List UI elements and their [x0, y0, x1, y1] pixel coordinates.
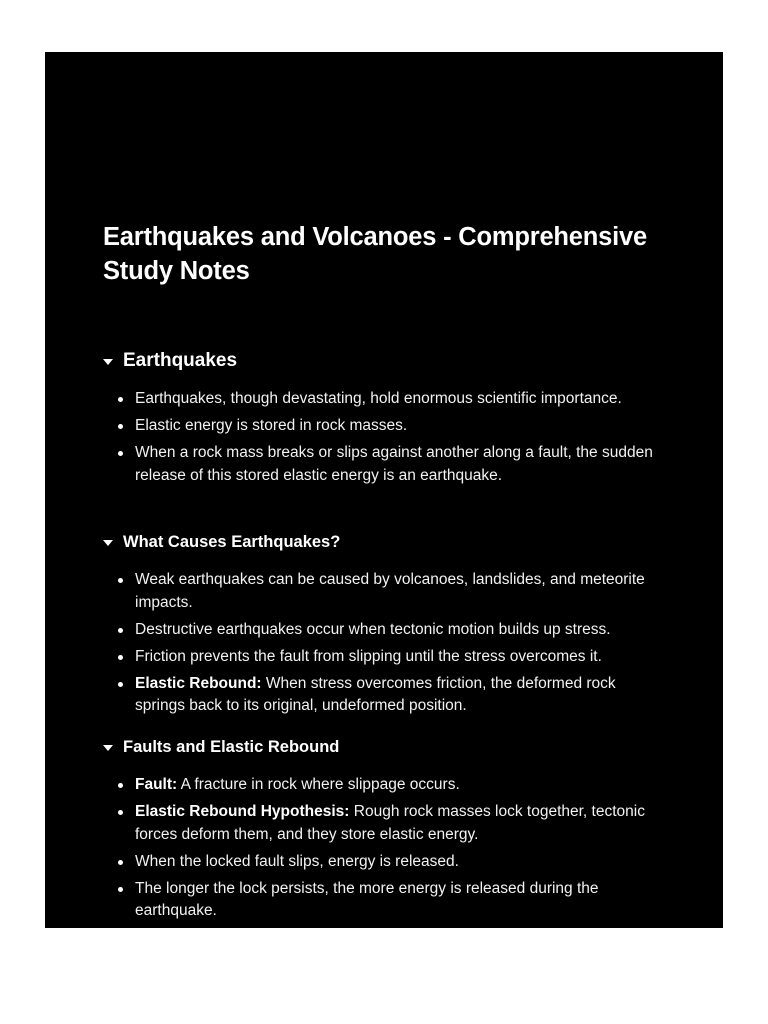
list-item	[103, 388, 663, 411]
list-item	[103, 442, 663, 487]
caret-down-icon[interactable]	[103, 359, 113, 365]
section-header-earthquakes[interactable]	[103, 348, 663, 374]
caret-down-icon[interactable]	[103, 540, 113, 546]
item-text: When stress overcomes friction, the deformed rock springs back to its original, undeformed position.	[135, 674, 616, 714]
item-text: Friction prevents the fault from slipping until the stress overcomes it.	[135, 647, 602, 665]
item-term: Elastic Rebound:	[135, 674, 262, 692]
section-heading: What Causes Earthquakes?	[123, 533, 341, 551]
document-title: Earthquakes and Volcanoes - Comprehensive Study Notes	[103, 223, 647, 285]
section-faults-and-elastic-rebound	[103, 734, 663, 927]
list-item	[103, 673, 663, 718]
caret-down-icon[interactable]	[103, 745, 113, 751]
list-item	[103, 619, 663, 642]
item-text: Elastic energy is stored in rock masses.	[135, 417, 408, 434]
item-text: Earthquakes, though devastating, hold enormous scientific importance.	[135, 390, 622, 407]
list-item	[103, 569, 663, 614]
bullet-list	[103, 569, 663, 718]
bullet-list	[103, 388, 663, 487]
section-earthquakes	[103, 348, 663, 492]
item-term: Elastic Rebound Hypothesis:	[135, 803, 350, 820]
item-text: Destructive earthquakes occur when tectonic motion builds up stress.	[135, 620, 611, 638]
item-term: Fault:	[135, 776, 178, 793]
bullet-list	[103, 774, 663, 923]
item-text: The longer the lock persists, the more energy is released during the earthquake.	[135, 879, 599, 919]
item-text: When the locked fault slips, energy is released.	[135, 852, 459, 870]
list-item	[103, 801, 663, 846]
list-item	[103, 415, 663, 438]
item-text: When a rock mass breaks or slips against another along a fault, the sudden release of this stored elastic energy is an earthquake.	[135, 444, 653, 484]
list-item	[103, 851, 663, 874]
item-text: A fracture in rock where slippage occurs.	[177, 776, 460, 793]
list-item	[103, 646, 663, 669]
item-text: Rough rock masses lock together, tectonic forces deform them, and they store elastic energy.	[135, 803, 645, 843]
section-heading: Faults and Elastic Rebound	[123, 738, 340, 756]
list-item	[103, 878, 663, 923]
section-header-faults-and-elastic-rebound[interactable]	[103, 734, 663, 760]
section-header-what-causes-earthquakes[interactable]	[103, 529, 663, 555]
list-item	[103, 774, 663, 797]
section-heading: Earthquakes	[123, 350, 238, 371]
item-text: Weak earthquakes can be caused by volcanoes, landslides, and meteorite impacts.	[135, 571, 645, 611]
section-what-causes-earthquakes	[103, 529, 663, 722]
document-page	[45, 52, 723, 928]
